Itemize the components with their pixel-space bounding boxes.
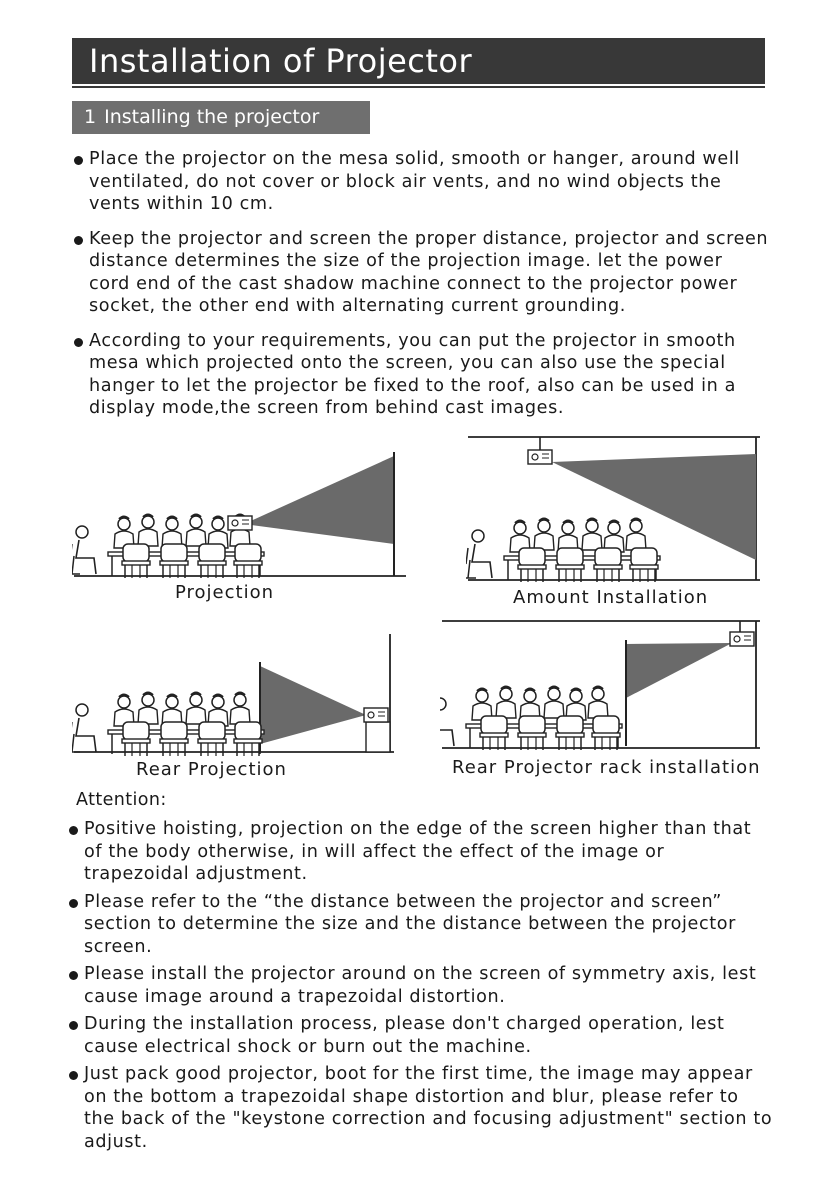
bullet-dot-icon — [74, 156, 83, 165]
attention-bullet: Just pack good projector, boot for the first time, the image may appear on the bottom a trapezoidal shape distortion and blur, please refer to the back of the "keystone correction and focusing adjustment" section to adjust. — [84, 1063, 774, 1153]
bullet-dot-icon — [69, 1021, 78, 1030]
rear-projection-figure — [72, 632, 402, 757]
caption-rear-projection: Rear Projection — [136, 759, 287, 780]
intro-bullet: According to your requirements, you can put the projector in smooth mesa which projected onto the screen, you can also use the special hanger to let the projector be fixed to the roof, also can be used in a display mode,the screen from behind cast images. — [89, 330, 769, 420]
caption-rear-rack: Rear Projector rack installation — [452, 757, 761, 778]
bullet-dot-icon — [69, 826, 78, 835]
attention-bullet: Please install the projector around on the screen of symmetry axis, lest cause image around a trapezoidal distortion. — [84, 963, 774, 1008]
caption-amount-installation: Amount Installation — [513, 587, 709, 608]
bullet-dot-icon — [69, 1071, 78, 1080]
bullet-dot-icon — [74, 236, 83, 245]
attention-heading: Attention: — [76, 790, 167, 810]
attention-bullet: Positive hoisting, projection on the edge of the screen higher than that of the body otherwise, in will affect the effect of the image or trapezoidal adjustment. — [84, 818, 774, 886]
title-underline — [72, 86, 765, 88]
intro-bullet: Place the projector on the mesa solid, smooth or hanger, around well ventilated, do not cover or block air vents, and no wind objects the vents within 10 cm. — [89, 148, 769, 216]
section-title: Installing the projector — [104, 106, 320, 128]
caption-projection: Projection — [175, 582, 275, 603]
section-heading — [72, 101, 370, 134]
attention-bullet: Please refer to the “the distance between the projector and screen” section to determine the size and the distance between the projector screen. — [84, 891, 774, 959]
rear-rack-figure — [440, 618, 764, 752]
bullet-dot-icon — [69, 899, 78, 908]
bullet-dot-icon — [69, 971, 78, 980]
bullet-dot-icon — [74, 338, 83, 347]
amount-installation-figure — [466, 434, 764, 584]
intro-bullet: Keep the projector and screen the proper distance, projector and screen distance determines the size of the projection image. let the power cord end of the cast shadow machine connect to the projector power socket, the other end with alternating current grounding. — [89, 228, 769, 318]
section-number: 1 — [84, 106, 97, 128]
attention-bullet-list — [84, 818, 774, 1158]
page-title: Installation of Projector — [72, 38, 765, 84]
intro-bullet-list — [89, 148, 769, 432]
attention-bullet: During the installation process, please don't charged operation, lest cause electrical shock or burn out the machine. — [84, 1013, 774, 1058]
projection-figure — [72, 448, 412, 583]
